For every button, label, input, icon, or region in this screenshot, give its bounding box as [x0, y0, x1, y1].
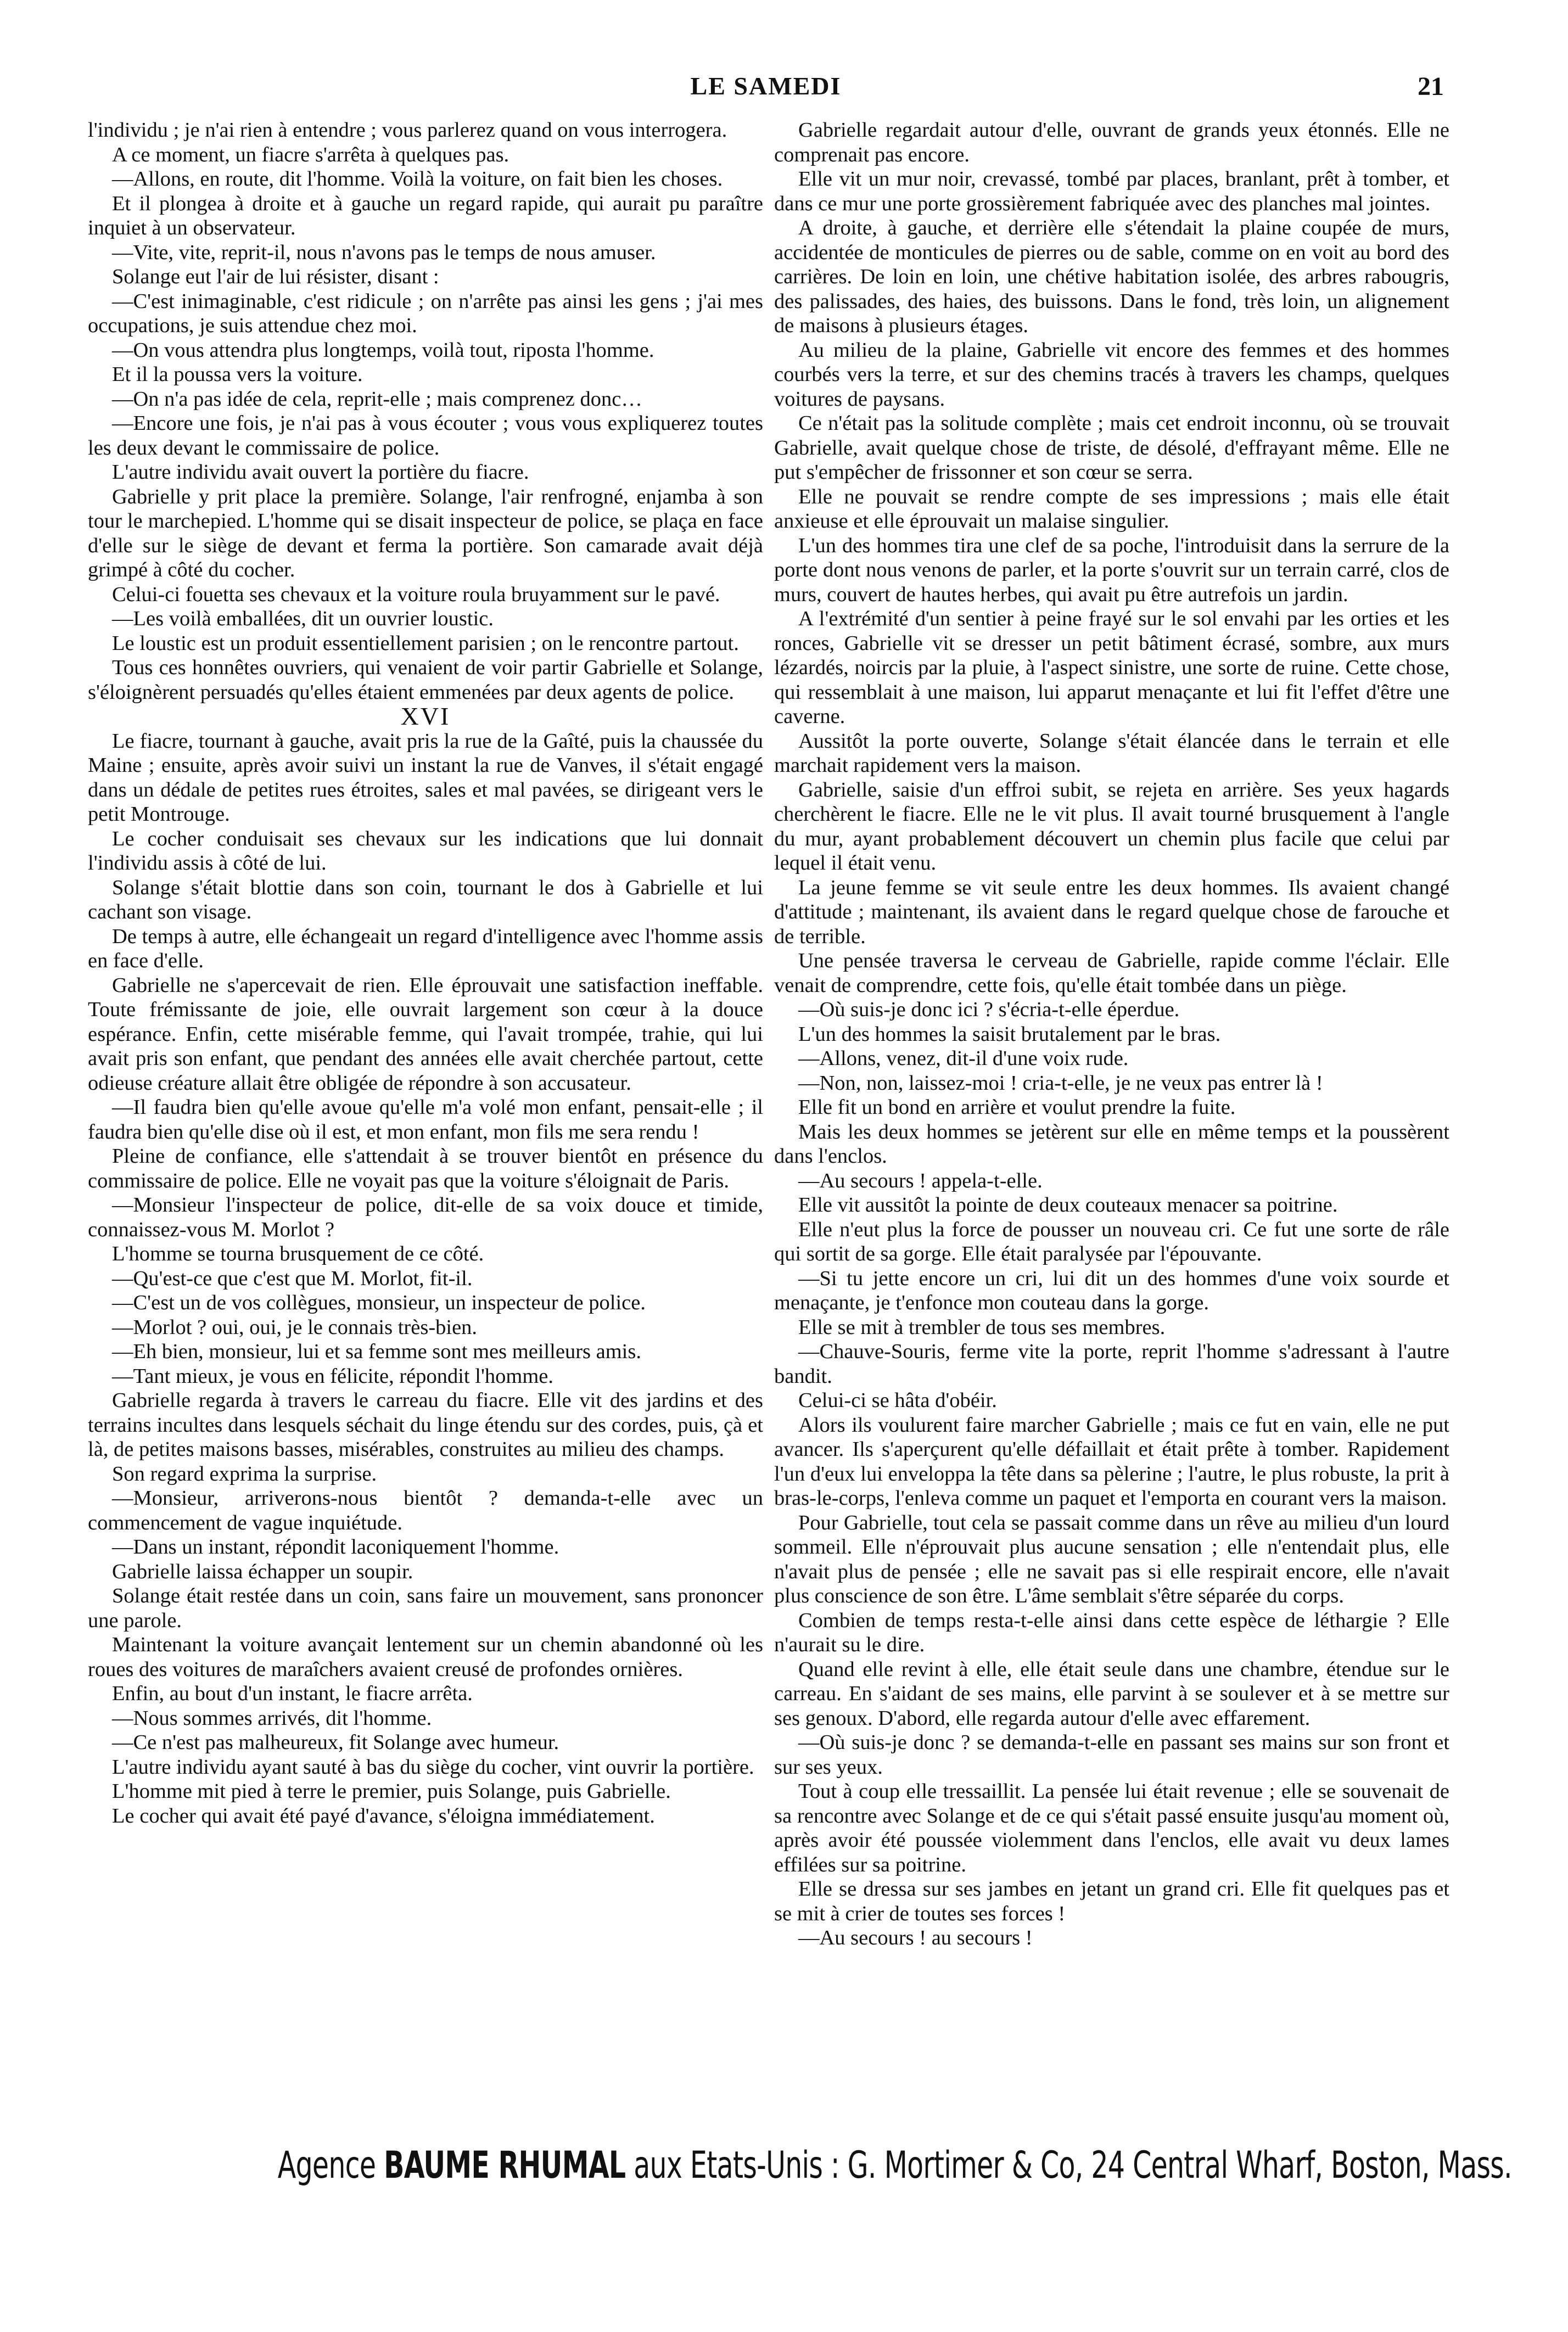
paragraph: Une pensée traversa le cerveau de Gabrielle, rapide comme l'éclair. Elle venait de comprendre, cette fois, qu'elle était tombée dans un piège.: [774, 949, 1449, 997]
paragraph: Au milieu de la plaine, Gabrielle vit encore des femmes et des hommes courbés vers la terre, et sur des chemins tracés à travers les champs, quelques voitures de paysans.: [774, 338, 1449, 411]
paragraph: Elle ne pouvait se rendre compte de ses impressions ; mais elle était anxieuse et elle éprouvait un malaise singulier.: [774, 485, 1449, 532]
paragraph: Le cocher qui avait été payé d'avance, s'éloigna immédiatement.: [112, 1804, 655, 1828]
paragraph: Et il la poussa vers la voiture.: [112, 363, 363, 386]
paragraph: —Qu'est-ce que c'est que M. Morlot, fit-il.: [112, 1266, 473, 1290]
paragraph: Enfin, au bout d'un instant, le fiacre arrêta.: [112, 1682, 473, 1705]
paragraph: —Encore une fois, je n'ai pas à vous écouter ; vous vous expliquerez toutes les deux devant le commissaire de police.: [88, 412, 763, 459]
advertisement-line: [277, 2144, 1512, 2187]
paragraph: Quand elle revint à elle, elle était seule dans une chambre, étendue sur le carreau. En s'aidant de ses mains, elle parvint à se soulever et à se mettre sur ses genoux. D'abord, elle regarda autour d'elle avec effarement.: [774, 1657, 1449, 1730]
paragraph: Tous ces honnêtes ouvriers, qui venaient de voir partir Gabrielle et Solange, s'éloignèrent persuadés qu'elles étaient emmenées par deux agents de police.: [88, 656, 763, 704]
paragraph: Alors ils voulurent faire marcher Gabrielle ; mais ce fut en vain, elle ne put avancer. Ils s'aperçurent qu'elle défaillait et était prête à tomber. Rapidement l'un d'eux lui enveloppa la tête dans sa pèlerine ; l'autre, le plus robuste, la prit à bras-le-corps, l'enleva comme un paquet et l'emporta en courant vers la maison.: [774, 1413, 1449, 1510]
paragraph: —Vite, vite, reprit-il, nous n'avons pas le temps de nous amuser.: [112, 240, 656, 264]
paragraph: L'un des hommes la saisit brutalement par le bras.: [798, 1022, 1221, 1046]
paragraph: A l'extrémité d'un sentier à peine frayé sur le sol envahi par les orties et les ronces, Gabrielle vit se dresser un petit bâtiment écrasé, sombre, aux murs lézardés, noircis par la pluie, à l'aspect sinistre, une sorte de ruine. Cette chose, qui ressemblait à une maison, lui apparut menaçante et lui fit l'effet d'être une caverne.: [774, 607, 1449, 728]
page-header: [88, 71, 1444, 110]
page-number: 21: [1418, 72, 1444, 101]
paragraph: L'homme mit pied à terre le premier, puis Solange, puis Gabrielle.: [112, 1780, 671, 1803]
paragraph: —C'est un de vos collègues, monsieur, un inspecteur de police.: [112, 1291, 646, 1314]
paragraph: L'un des hommes tira une clef de sa poche, l'introduisit dans la serrure de la porte dont nous venons de parler, et la porte s'ouvrit sur un terrain carré, clos de murs, couvert de hautes herbes, qui avait pu être autrefois un jardin.: [774, 534, 1449, 606]
chapter-paragraphs: [88, 729, 763, 1829]
paragraph: —Où suis-je donc ici ? s'écria-t-elle éperdue.: [798, 998, 1180, 1021]
paragraph: —Il faudra bien qu'elle avoue qu'elle m'a volé mon enfant, pensait-elle ; il faudra bien qu'elle dise où il est, et mon enfant, mon fils me sera rendu !: [88, 1096, 763, 1143]
paragraph: Maintenant la voiture avançait lentement sur un chemin abandonné où les roues des voitures de maraîchers avaient creusé de profondes ornières.: [88, 1633, 763, 1681]
right-column-paragraphs: [774, 118, 1449, 1950]
paragraph: Elle vit un mur noir, crevassé, tombé par places, branlant, prêt à tomber, et dans ce mur une porte grossièrement fabriquée avec des planches mal jointes.: [774, 167, 1449, 215]
paragraph: —Eh bien, monsieur, lui et sa femme sont mes meilleurs amis.: [112, 1340, 641, 1363]
paragraph: Solange était restée dans un coin, sans faire un mouvement, sans prononcer une parole.: [88, 1584, 763, 1632]
paragraph: Le loustic est un produit essentiellement parisien ; on le rencontre partout.: [112, 631, 739, 655]
left-column-paragraphs: [88, 118, 763, 704]
paragraph: —Les voilà emballées, dit un ouvrier loustic.: [112, 607, 494, 630]
paragraph: L'homme se tourna brusquement de ce côté.: [112, 1242, 484, 1265]
paragraph: —Allons, en route, dit l'homme. Voilà la voiture, on fait bien les choses.: [112, 167, 723, 190]
paragraph: Celui-ci se hâta d'obéir.: [798, 1389, 997, 1412]
paragraph: —On vous attendra plus longtemps, voilà tout, riposta l'homme.: [112, 338, 654, 362]
paragraph: L'autre individu ayant sauté à bas du siège du cocher, vint ouvrir la portière.: [112, 1755, 754, 1779]
paragraph: —Ce n'est pas malheureux, fit Solange avec humeur.: [112, 1731, 559, 1754]
right-column: [774, 118, 1449, 1950]
paragraph: —Chauve-Souris, ferme vite la porte, reprit l'homme s'adressant à l'autre bandit.: [774, 1340, 1449, 1388]
paragraph: —Dans un instant, répondit laconiquement l'homme.: [112, 1535, 559, 1559]
paragraph: Elle se dressa sur ses jambes en jetant un grand cri. Elle fit quelques pas et se mit à crier de toutes ses forces !: [774, 1877, 1449, 1925]
paragraph: Celui-ci fouetta ses chevaux et la voiture roula bruyamment sur le pavé.: [112, 582, 720, 606]
paragraph: —Si tu jette encore un cri, lui dit un des hommes d'une voix sourde et menaçante, je t'enfonce mon couteau dans la gorge.: [774, 1266, 1449, 1314]
paragraph: Mais les deux hommes se jetèrent sur elle en même temps et la poussèrent dans l'enclos.: [774, 1120, 1449, 1168]
paragraph: —On n'a pas idée de cela, reprit-elle ; mais comprenez donc…: [112, 387, 642, 411]
paragraph: —Au secours ! au secours !: [798, 1926, 1033, 1949]
paragraph: —C'est inimaginable, c'est ridicule ; on n'arrête pas ainsi les gens ; j'ai mes occupations, je suis attendue chez moi.: [88, 289, 763, 337]
paragraph: Elle vit aussitôt la pointe de deux couteaux menacer sa poitrine.: [798, 1193, 1338, 1217]
paragraph: l'individu ; je n'ai rien à entendre ; vous parlerez quand on vous interrogera.: [88, 119, 727, 142]
paragraph: Elle se mit à trembler de tous ses membres.: [798, 1315, 1166, 1339]
paragraph: Son regard exprima la surprise.: [112, 1462, 377, 1485]
paragraph: —Où suis-je donc ? se demanda-t-elle en passant ses mains sur son front et sur ses yeux.: [774, 1731, 1449, 1779]
paragraph: Elle n'eut plus la force de pousser un nouveau cri. Ce fut une sorte de râle qui sortit de sa gorge. Elle était paralysée par l'épouvante.: [774, 1218, 1449, 1265]
advert-suffix: aux Etats-Unis : G. Mortimer & Co, 24 Central Wharf, Boston, Mass.: [634, 2144, 1512, 2187]
paragraph: Gabrielle, saisie d'un effroi subit, se rejeta en arrière. Ses yeux hagards cherchèrent le fiacre. Elle ne le vit plus. Il avait tourné brusquement à l'angle du mur, ayant probablement découvert un chemin plus facile que celui par lequel il était venu.: [774, 778, 1449, 874]
paragraph: Gabrielle ne s'apercevait de rien. Elle éprouvait une satisfaction ineffable. Toute frémissante de joie, elle ouvrait largement son cœur à la douce espérance. Enfin, cette misérable femme, qui l'avait trompée, trahie, qui lui avait pris son enfant, que pendant des années elle avait cherchée partout, cette odieuse créature allait être obligée de répondre à son accusateur.: [88, 973, 763, 1095]
paragraph: Gabrielle laissa échapper un soupir.: [112, 1560, 413, 1583]
paragraph: —Allons, venez, dit-il d'une voix rude.: [798, 1047, 1129, 1070]
paragraph: Combien de temps resta-t-elle ainsi dans cette espèce de léthargie ? Elle n'aurait su le dire.: [774, 1608, 1449, 1656]
paragraph: —Morlot ? oui, oui, je le connais très-bien.: [112, 1315, 478, 1339]
paragraph: De temps à autre, elle échangeait un regard d'intelligence avec l'homme assis en face d'elle.: [88, 924, 763, 972]
paragraph: Gabrielle regardait autour d'elle, ouvrant de grands yeux étonnés. Elle ne comprenait pas encore.: [774, 119, 1449, 166]
paragraph: Tout à coup elle tressaillit. La pensée lui était revenue ; elle se souvenait de sa rencontre avec Solange et de ce qui s'était passé ensuite jusqu'au moment où, après avoir été poussée violemment dans l'enclos, elle avait vu deux lames effilées sur sa poitrine.: [774, 1780, 1449, 1876]
paragraph: Le cocher conduisait ses chevaux sur les indications que lui donnait l'individu assis à côté de lui.: [88, 827, 763, 874]
paragraph: Gabrielle y prit place la première. Solange, l'air renfrogné, enjamba à son tour le marchepied. L'homme qui se disait inspecteur de police, se plaça en face d'elle sur le siège de devant et ferma la portière. Son camarade avait déjà grimpé à côté du cocher.: [88, 485, 763, 581]
paragraph: —Non, non, laissez-moi ! cria-t-elle, je ne veux pas entrer là !: [798, 1071, 1323, 1095]
newspaper-title: LE SAMEDI: [690, 72, 842, 100]
paragraph: Pleine de confiance, elle s'attendait à se trouver bientôt en présence du commissaire de police. Elle ne voyait pas que la voiture s'éloignait de Paris.: [88, 1145, 763, 1192]
paragraph: Gabrielle regarda à travers le carreau du fiacre. Elle vit des jardins et des terrains incultes dans lesquels séchait du linge étendu sur des cordes, puis, çà et là, de petites maisons basses, misérables, construites au milieu des champs.: [88, 1389, 763, 1461]
paragraph: —Tant mieux, je vous en félicite, répondit l'homme.: [112, 1364, 553, 1388]
paragraph: —Au secours ! appela-t-elle.: [798, 1169, 1043, 1192]
advert-brand: BAUME RHUMAL: [384, 2144, 626, 2187]
paragraph: —Monsieur, arriverons-nous bientôt ? demanda-t-elle avec un commencement de vague inquiétude.: [88, 1487, 763, 1534]
paragraph: Ce n'était pas la solitude complète ; mais cet endroit inconnu, où se trouvait Gabrielle, avait quelque chose de triste, de désolé, d'effrayant même. Elle ne put s'empêcher de frissonner et son cœur se serra.: [774, 412, 1449, 484]
paragraph: —Nous sommes arrivés, dit l'homme.: [112, 1706, 432, 1730]
left-column: [88, 118, 763, 1828]
paragraph: L'autre individu avait ouvert la portière du fiacre.: [112, 461, 529, 484]
advert-prefix: Agence: [277, 2144, 376, 2187]
paragraph: Pour Gabrielle, tout cela se passait comme dans un rêve au milieu d'un lourd sommeil. Elle n'éprouvait plus aucune sensation ; elle n'entendait plus, elle n'avait plus de pensée ; elle ne savait pas si elle respirait encore, elle n'avait plus conscience de son être. L'âme semblait s'être séparée du corps.: [774, 1511, 1449, 1607]
paragraph: La jeune femme se vit seule entre les deux hommes. Ils avaient changé d'attitude ; maintenant, ils avaient dans le regard quelque chose de farouche et de terrible.: [774, 876, 1449, 948]
paragraph: Elle fit un bond en arrière et voulut prendre la fuite.: [798, 1096, 1236, 1119]
paragraph: A ce moment, un fiacre s'arrêta à quelques pas.: [112, 143, 509, 166]
paragraph: Le fiacre, tournant à gauche, avait pris la rue de la Gaîté, puis la chaussée du Maine ; ensuite, après avoir suivi un instant la rue de Vanves, il s'était engagé dans un dédale de petites rues étroites, sales et mal pavées, se dirigeant vers le petit Montrouge.: [88, 729, 763, 826]
paragraph: Et il plongea à droite et à gauche un regard rapide, qui aurait pu paraître inquiet à un observateur.: [88, 192, 763, 239]
paragraph: Solange eut l'air de lui résister, disant :: [112, 265, 439, 288]
chapter-heading: XVI: [400, 702, 451, 730]
paragraph: —Monsieur l'inspecteur de police, dit-elle de sa voix douce et timide, connaissez-vous M. Morlot ?: [88, 1193, 763, 1241]
paragraph: Solange s'était blottie dans son coin, tournant le dos à Gabrielle et lui cachant son visage.: [88, 876, 763, 923]
paragraph: A droite, à gauche, et derrière elle s'étendait la plaine coupée de murs, accidentée de monticules de pierres ou de sable, comme on en voit au bord des carrières. De loin en loin, une chétive habitation isolée, des arbres rabougris, des palissades, des haies, des buissons. Dans le fond, très loin, un alignement de maisons à plusieurs étages.: [774, 216, 1449, 337]
paragraph: Aussitôt la porte ouverte, Solange s'était élancée dans le terrain et elle marchait rapidement vers la maison.: [774, 729, 1449, 777]
